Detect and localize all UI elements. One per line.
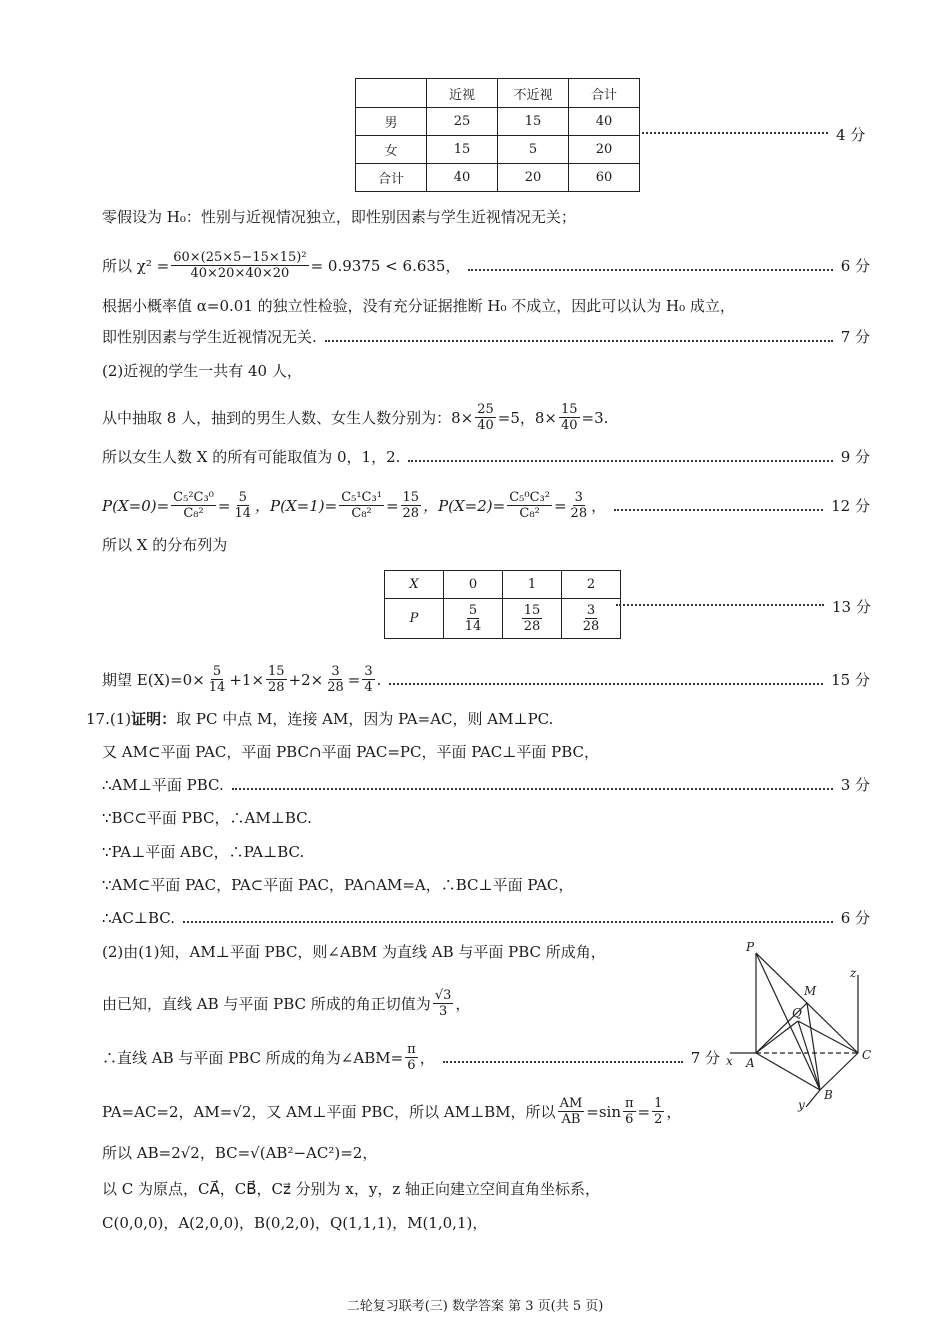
table-cell: 不近视 xyxy=(498,79,569,108)
text-line: ∵PA⊥平面 ABC，∴PA⊥BC. xyxy=(102,843,305,861)
contingency-table xyxy=(355,78,640,192)
score-label: 6 分 xyxy=(840,256,870,275)
table-cell: 合计 xyxy=(569,79,640,108)
y-axis xyxy=(806,1090,820,1107)
table-cell: 20 xyxy=(569,136,640,164)
table-cell: 2 xyxy=(562,571,621,599)
label-c: C xyxy=(862,1048,872,1062)
fraction: $\frac{AM}{AB}$ xyxy=(559,1096,583,1127)
label-m: M xyxy=(804,984,817,998)
table-cell: 40 xyxy=(569,108,640,136)
fraction: $\frac{1}{2}$ xyxy=(654,1096,663,1127)
label-p: P xyxy=(746,940,755,954)
text-line: ∵BC⊂平面 PBC，∴AM⊥BC. xyxy=(102,809,312,827)
score-label: 7 分 xyxy=(840,328,870,346)
text-line: ∴AM⊥平面 PBC. 3 分 xyxy=(102,776,870,794)
text-line: 从中抽取 8 人，抽到的男生人数、女生人数分别为：8× $\frac{25}{40}$ =5，8× $\frac{15}{40}$ =3. xyxy=(102,402,609,433)
segment-aq xyxy=(756,1021,798,1053)
table-cell: 5 xyxy=(498,136,569,164)
table-cell xyxy=(562,599,621,639)
edge-bc xyxy=(820,1053,858,1090)
table-cell xyxy=(444,599,503,639)
text-line: 期望 E(X)=0× $\frac{5}{14}$ +1× $\frac{15}{28}$ +2× $\frac{3}{28}$ = $\frac{3}{4}$ . 15 分 xyxy=(102,664,870,695)
table-cell: 20 xyxy=(498,164,569,192)
text-line: 又 AM⊂平面 PAC，平面 PBC∩平面 PAC=PC，平面 PAC⊥平面 PBC， xyxy=(102,743,600,761)
table-cell: 60 xyxy=(569,164,640,192)
fraction: $\frac{5}{14}$ xyxy=(464,603,482,634)
text-line: 以 C 为原点，CA⃗，CB⃗，Cz⃗ 分别为 x，y，z 轴正向建立空间直角坐标系， xyxy=(102,1180,601,1198)
fraction: $\frac{3}{28}$ xyxy=(327,664,344,695)
table-cell: 1 xyxy=(503,571,562,599)
text-line: ∴直线 AB 与平面 PBC 所成的角为∠ABM= $\frac{\pi}{6}$ ， 7 分 xyxy=(102,1042,720,1073)
table-cell: 合计 xyxy=(356,164,427,192)
score-label: 3 分 xyxy=(840,776,870,794)
text-line: 由已知，直线 AB 与平面 PBC 所成的角正切值为 $\frac{√3}{3}$ ， xyxy=(102,988,471,1019)
pyramid-figure xyxy=(720,935,880,1115)
fraction: $\frac{25}{40}$ xyxy=(477,402,494,433)
label-x: x xyxy=(726,1054,733,1068)
score-label: 12 分 xyxy=(831,496,870,515)
score-label: 13 分 xyxy=(832,598,871,616)
page-footer: 二轮复习联考(三) 数学答案 第 3 页(共 5 页) xyxy=(346,1299,604,1314)
fraction: $\frac{15}{28}$ xyxy=(523,603,541,634)
text-line: ∴AC⊥BC. 6 分 xyxy=(102,909,870,927)
fraction: $\frac{5}{14}$ xyxy=(234,490,252,521)
score-label: 15 分 xyxy=(831,670,870,689)
score-leader xyxy=(616,604,824,606)
fraction: $\frac{\pi}{6}$ xyxy=(407,1042,416,1073)
fraction: $\frac{\pi}{6}$ xyxy=(625,1096,634,1127)
table-cell: 女 xyxy=(356,136,427,164)
table-cell: 男 xyxy=(356,108,427,136)
distribution-table xyxy=(384,570,621,639)
table-cell: 0 xyxy=(444,571,503,599)
fraction: $\frac{\text{60×(25×5−15×15)²}}{40\times 20\times 40\times 20}$ xyxy=(173,250,307,281)
label-a: A xyxy=(746,1056,755,1070)
table-cell: P xyxy=(385,599,444,639)
text-line: 所以 AB=2√2，BC=√(AB²−AC²)=2， xyxy=(102,1144,378,1162)
label-z: z xyxy=(850,966,857,980)
text-line: 零假设为 H₀：性别与近视情况独立，即性别因素与学生近视情况无关； xyxy=(102,208,576,226)
text-line: P(X=0)= $\frac{\text{C₅²C₃⁰}}{\text{C₈²}}$ = $\frac{5}{14}$ ，P(X=1)= $\frac{\text{C₅¹C₃¹}}{\text{C₈²}}$ = $\frac{15}{28}$ ，P(X=2)= $\frac{\text{C₅⁰C₃²}}{\text{C₈²}}$ = $\frac{3}{28}$ ， 12 分 xyxy=(102,490,870,521)
fraction: $\frac{3}{28}$ xyxy=(570,490,588,521)
table-cell: 25 xyxy=(427,108,498,136)
text-line: 所以女生人数 X 的所有可能取值为 0，1，2. 9 分 xyxy=(102,448,870,466)
fraction: $\frac{\text{C₅²C₃⁰}}{\text{C₈²}}$ xyxy=(173,490,214,521)
fraction: $\frac{\text{C₅⁰C₃²}}{\text{C₈²}}$ xyxy=(509,490,550,521)
fraction: $\frac{\text{C₅¹C₃¹}}{\text{C₈²}}$ xyxy=(341,490,382,521)
text-line: PA=AC=2，AM=√2，又 AM⊥平面 PBC，所以 AM⊥BM，所以 $\frac{AM}{AB}$ =sin $\frac{\pi}{6}$ = $\frac{1}{2}$ ， xyxy=(102,1096,682,1127)
fraction: $\frac{3}{28}$ xyxy=(582,603,600,634)
text-line: 所以 χ² = $\frac{\text{60×(25×5−15×15)²}}{40\times 20\times 40\times 20}$ = 0.9375 < 6.635， 6 分 xyxy=(102,250,870,281)
fraction: $\frac{15}{28}$ xyxy=(402,490,420,521)
text-line: 即性别因素与学生近视情况无关. 7 分 xyxy=(102,328,870,346)
text-line: 17.(1) 证明： 取 PC 中点 M，连接 AM，因为 PA=AC，则 AM⊥PC. xyxy=(86,710,554,728)
table-cell: 40 xyxy=(427,164,498,192)
table-cell: 近视 xyxy=(427,79,498,108)
table-cell: 15 xyxy=(427,136,498,164)
score-leader xyxy=(642,132,828,134)
score-label: 6 分 xyxy=(840,909,870,927)
text-line: (2)近视的学生一共有 40 人， xyxy=(102,362,302,380)
table-cell: 15 xyxy=(498,108,569,136)
score-label: 7 分 xyxy=(690,1048,720,1067)
fraction: $\frac{15}{40}$ xyxy=(560,402,578,433)
text-line: (2)由(1)知，AM⊥平面 PBC，则∠ABM 为直线 AB 与平面 PBC 所成角， xyxy=(102,943,606,961)
score-label: 9 分 xyxy=(840,448,870,466)
label-y: y xyxy=(798,1098,805,1112)
fraction: $\frac{5}{14}$ xyxy=(208,664,226,695)
table-cell: X xyxy=(385,571,444,599)
label-b: B xyxy=(824,1088,833,1102)
text-line: C(0,0,0)，A(2,0,0)，B(0,2,0)，Q(1,1,1)，M(1,0,1)， xyxy=(102,1214,488,1232)
fraction: $\frac{3}{4}$ xyxy=(364,664,373,695)
score-label: 4 分 xyxy=(836,126,866,144)
fraction: $\frac{√3}{3}$ xyxy=(434,988,452,1019)
text-line: 所以 X 的分布列为 xyxy=(102,536,228,554)
text-line: ∵AM⊂平面 PAC，PA⊂平面 PAC，PA∩AM=A，∴BC⊥平面 PAC， xyxy=(102,876,574,894)
text-line: 根据小概率值 α=0.01 的独立性检验，没有充分证据推断 H₀ 不成立，因此可以认为 H₀ 成立， xyxy=(102,297,735,315)
fraction: $\frac{15}{28}$ xyxy=(268,664,285,695)
table-cell xyxy=(356,79,427,108)
table-cell xyxy=(503,599,562,639)
label-q: Q xyxy=(792,1006,802,1020)
